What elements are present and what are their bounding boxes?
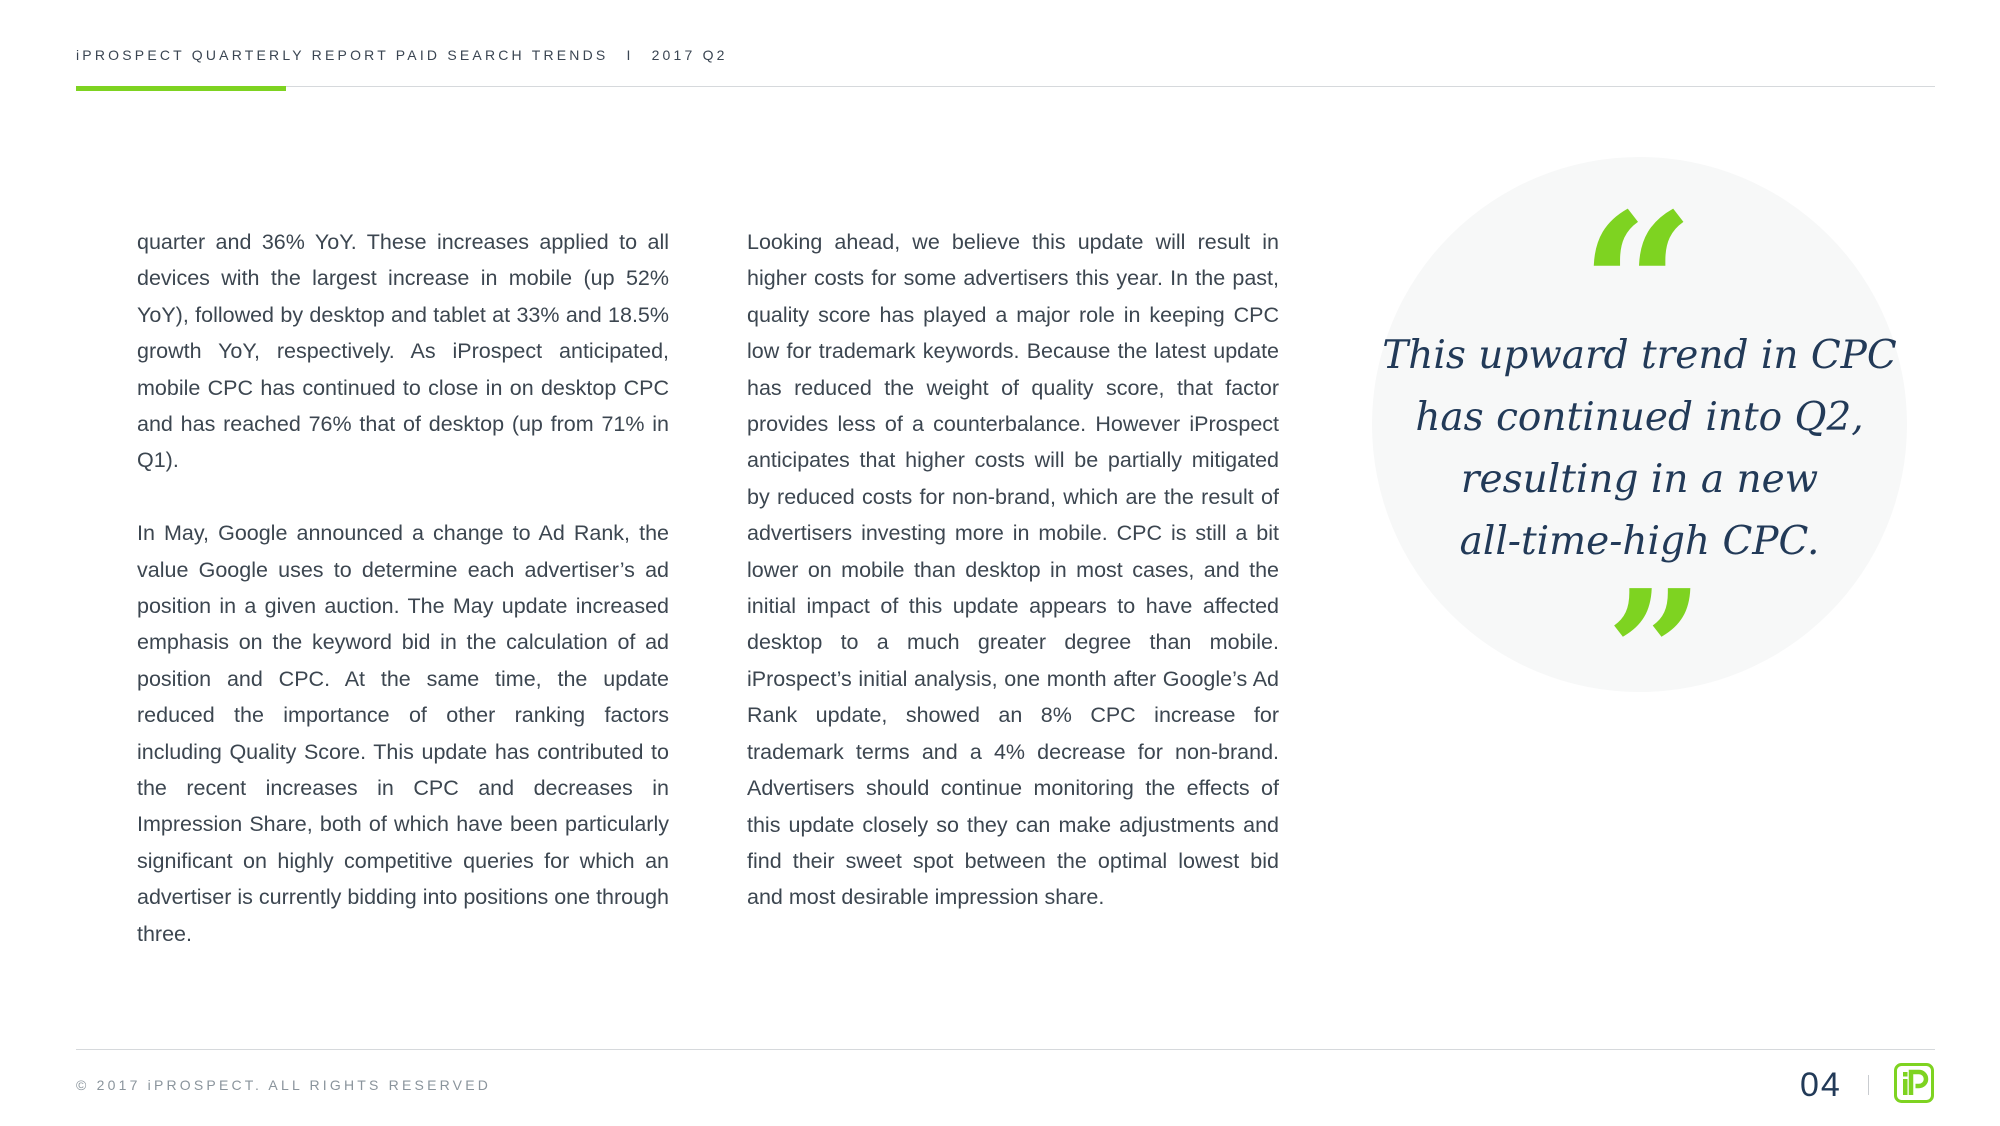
paragraph: quarter and 36% YoY. These increases applied to all devices with the largest increase in mobile (up 52% YoY), followed by desktop and tablet at 33% and 18.5% growth YoY, respectively. As iProspect anticipated, mobile CPC has continued to close in on desktop CPC and has reached 76% that of desktop (up from 71% in Q1).	[137, 230, 669, 473]
header-accent-bar	[76, 86, 286, 91]
report-header	[76, 47, 728, 63]
header-rule	[76, 86, 1935, 87]
iprospect-logo-icon	[1894, 1063, 1934, 1103]
pullquote-line: all-time-high CPC.	[1459, 519, 1820, 564]
pullquote-line: This upward trend in CPC	[1382, 333, 1897, 378]
footer-rule	[76, 1049, 1935, 1050]
body-column-right	[747, 224, 1279, 916]
footer-divider	[1868, 1075, 1869, 1095]
copyright: © 2017 iPROSPECT. ALL RIGHTS RESERVED	[76, 1077, 492, 1093]
paragraph: Looking ahead, we believe this update will result in higher costs for some advertisers this year. In the past, quality score has played a major role in keeping CPC low for trademark keywords. Because the latest update has reduced the weight of quality score, that factor provides less of a counterbalance. However iProspect anticipates that higher costs will be partially mitigated by reduced costs for non-brand, which are the result of advertisers investing more in mobile. CPC is still a bit lower on mobile than desktop in most cases, and the initial impact of this update appears to have affected desktop to a much greater degree than mobile. iProspect’s initial analysis, one month after Google’s Ad Rank update, showed an 8% CPC increase for trademark terms and a 4% decrease for non-brand. Advertisers should continue monitoring the effects of this update closely so they can make adjustments and find their sweet spot between the optimal lowest bid and most desirable impression share.	[747, 230, 1279, 910]
paragraph: In May, Google announced a change to Ad Rank, the value Google uses to determine each advertiser’s ad position in a given auction. The May update increased emphasis on the keyword bid in the calculation of ad position and CPC. At the same time, the update reduced the importance of other ranking factors including Quality Score. This update has contributed to the recent increases in CPC and decreases in Impression Share, both of which have been particularly significant on highly competitive queries for which an advertiser is currently bidding into positions one through three.	[137, 521, 669, 946]
report-title: iPROSPECT QUARTERLY REPORT PAID SEARCH TRENDS	[76, 47, 609, 63]
pullquote-line: has continued into Q2,	[1415, 395, 1864, 440]
page-number: 04	[1800, 1066, 1842, 1104]
pullquote-line: resulting in a new	[1460, 457, 1819, 502]
report-period: 2017 Q2	[651, 47, 728, 63]
pullquote	[1372, 325, 1907, 573]
logo-text: iP	[1914, 1089, 1915, 1090]
body-column-left	[137, 224, 669, 952]
header-separator: I	[626, 47, 634, 63]
open-quote-icon: “	[1580, 170, 1696, 405]
close-quote-icon: ”	[1606, 553, 1704, 753]
